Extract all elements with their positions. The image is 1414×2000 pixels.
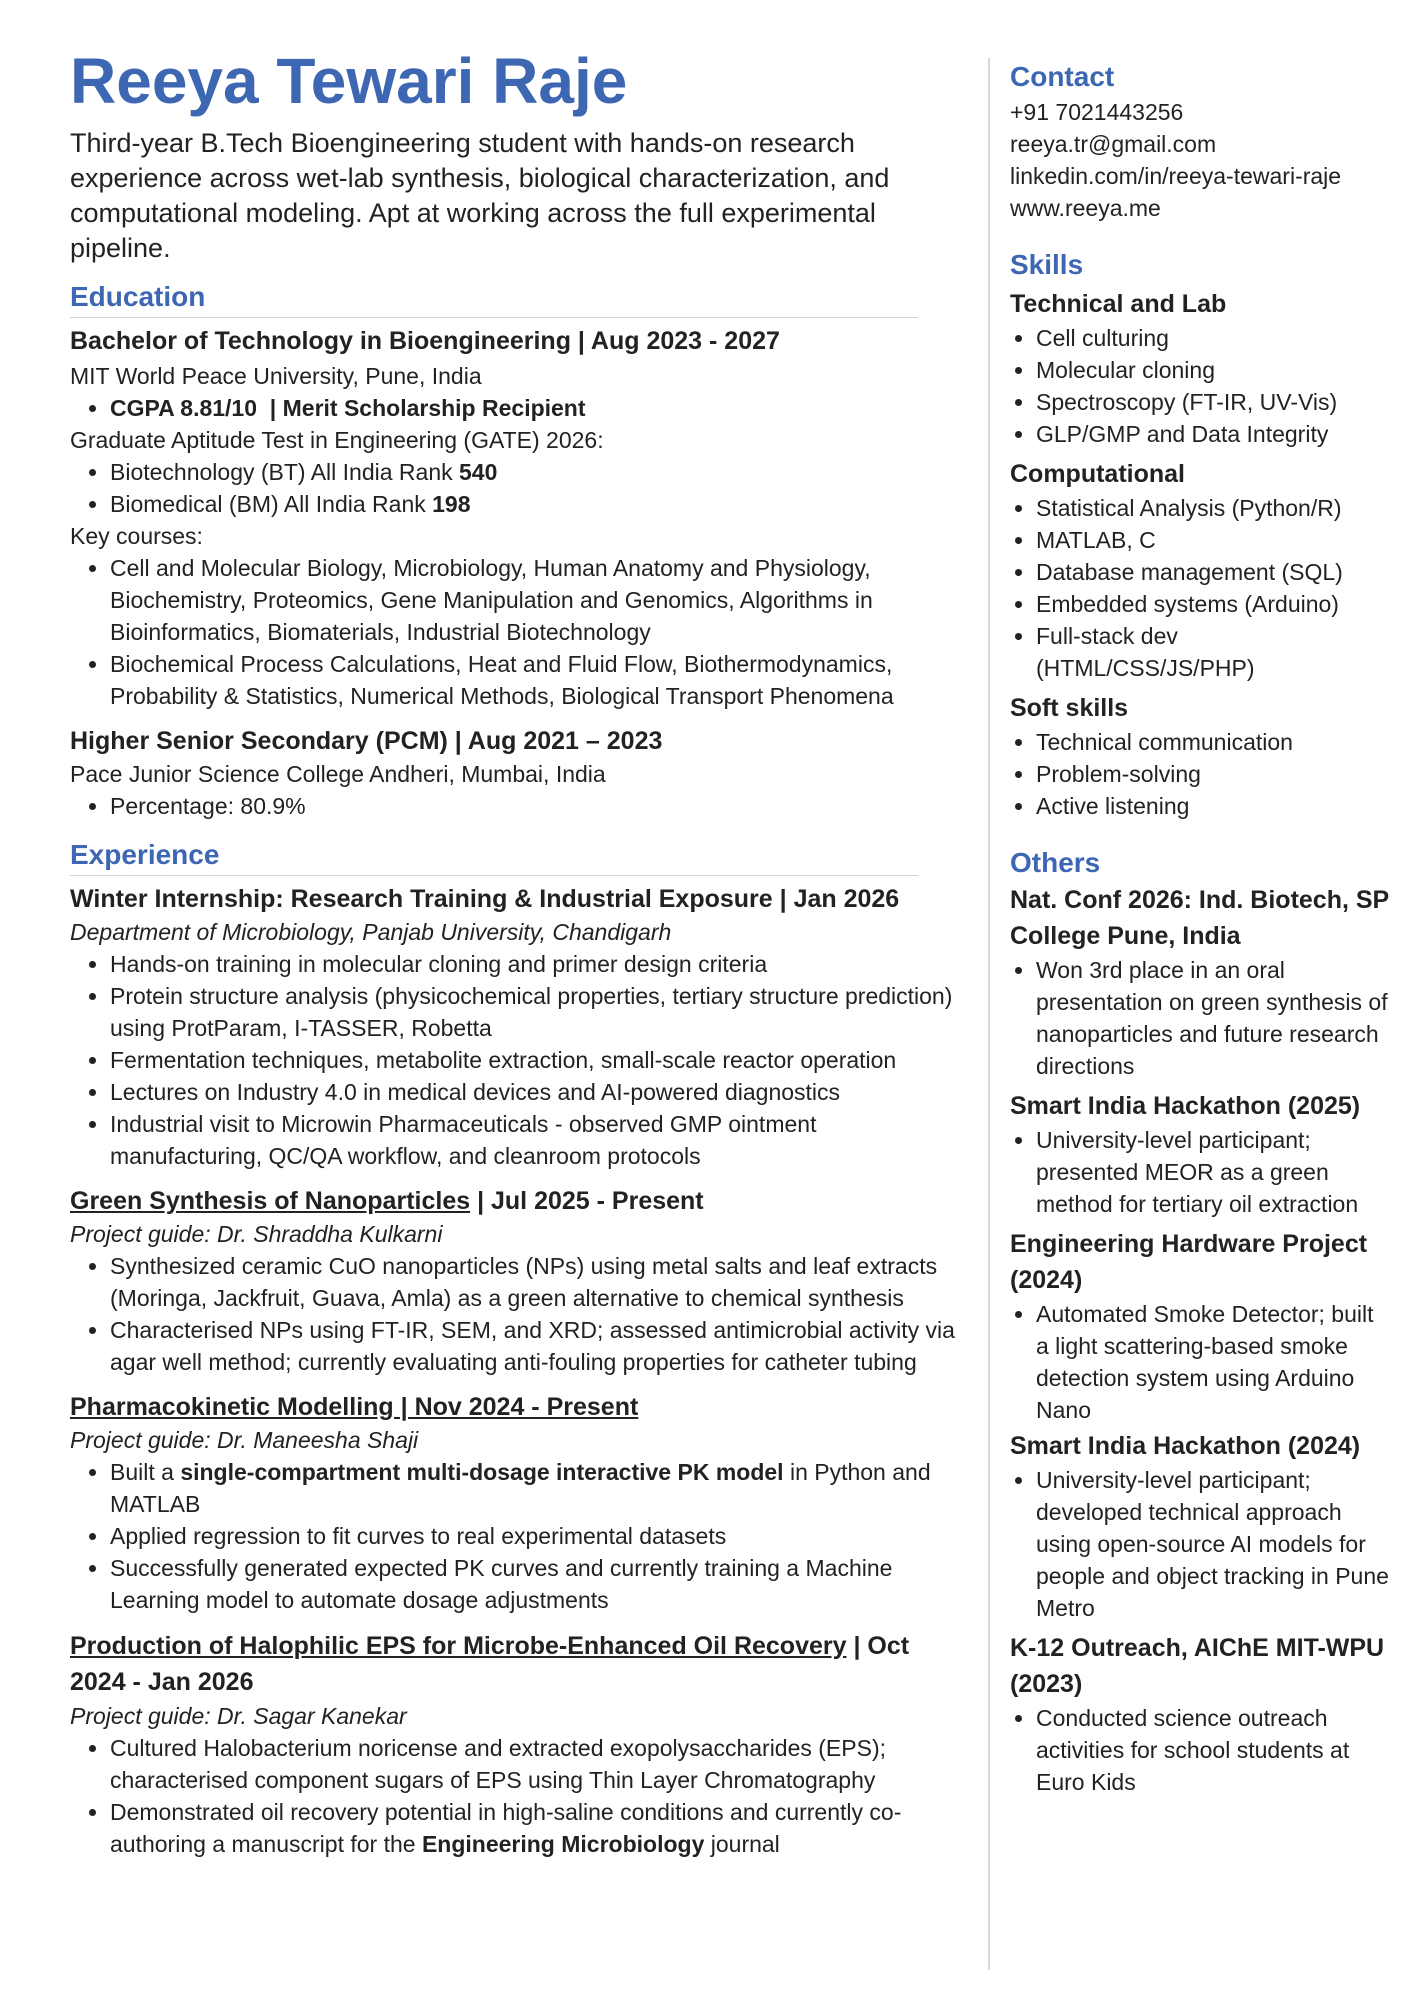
entry-title: Bachelor of Technology in Bioengineering | Aug 2023 - 2027 xyxy=(70,327,780,355)
list-item: • Won 3rd place in an oral presentation on green synthesis of nanoparticles and future research directions xyxy=(1036,954,1390,1082)
others-item xyxy=(1010,1630,1390,1798)
list-item: • Hands-on training in molecular cloning and primer design criteria xyxy=(110,948,970,980)
list-item: • Characterised NPs using FT-IR, SEM, and XRD; assessed antimicrobial activity via agar well method; currently evaluating anti-fouling properties for catheter tubing xyxy=(110,1314,970,1378)
text: Demonstrated oil recovery potential in high-saline conditions and currently co-authoring a manuscript for the xyxy=(110,1799,902,1857)
list-item xyxy=(110,1796,970,1860)
hsc-list xyxy=(70,790,970,822)
text: in Python and MATLAB xyxy=(110,1459,938,1517)
list-item: • Successfully generated expected PK curves and currently training a Machine Learning model to automate dosage adjustments xyxy=(110,1552,970,1616)
eps-list xyxy=(70,1732,970,1860)
list-item: • Statistical Analysis (Python/R) xyxy=(1036,492,1390,524)
others-item xyxy=(1010,1428,1390,1624)
email-link[interactable]: reeya.tr@gmail.com xyxy=(1010,131,1217,157)
others-title: Smart India Hackathon (2024) xyxy=(1010,1432,1361,1460)
soft-skills-list xyxy=(1010,726,1390,822)
gate-bm-label: Biomedical (BM) All India Rank xyxy=(110,491,433,517)
list-item: • Technical communication xyxy=(1036,726,1390,758)
gate-bt-rank: 540 xyxy=(459,459,498,485)
others-item xyxy=(1010,1226,1390,1426)
project-link[interactable]: Pharmacokinetic Modelling | Nov 2024 - Present xyxy=(70,1393,639,1421)
hsc-entry xyxy=(70,724,970,822)
experience-heading: Experience xyxy=(70,839,220,870)
column-divider xyxy=(988,58,990,1970)
entry-title: Winter Internship: Research Training & Industrial Exposure | Jan 2026 xyxy=(70,885,900,913)
list-item: • Percentage: 80.9% xyxy=(110,790,970,822)
list-item: • University-level participant; presented MEOR as a green method for tertiary oil extraction xyxy=(1036,1124,1390,1220)
summary: Third-year B.Tech Bioengineering student with hands-on research experience across wet-lab synthesis, biological characterization, and computational modeling. Apt at working across the full experimental pipeline. xyxy=(70,128,890,263)
linkedin-link[interactable]: linkedin.com/in/reeya-tewari-raje xyxy=(1010,163,1342,189)
gate-label: Graduate Aptitude Test in Engineering (GATE) 2026: xyxy=(70,427,604,453)
skills-subheading: Computational xyxy=(1010,460,1185,488)
entry-title xyxy=(70,1390,970,1424)
list-item: • Full-stack dev (HTML/CSS/JS/PHP) xyxy=(1036,620,1390,684)
others-section xyxy=(1010,846,1390,1798)
pk-entry xyxy=(70,1390,970,1616)
internship-entry xyxy=(70,882,970,1172)
organization: Department of Microbiology, Panjab University, Chandigarh xyxy=(70,919,672,945)
pk-list xyxy=(70,1456,970,1616)
courses-list xyxy=(70,552,970,712)
list-item: • Lectures on Industry 4.0 in medical devices and AI-powered diagnostics xyxy=(110,1076,970,1108)
others-list xyxy=(1010,1298,1390,1426)
list-item: • Protein structure analysis (physicochemical properties, tertiary structure prediction) using ProtParam, I-TASSER, Robetta xyxy=(110,980,970,1044)
list-item: • Applied regression to fit curves to real experimental datasets xyxy=(110,1520,970,1552)
green-list xyxy=(70,1250,970,1378)
list-item: • Active listening xyxy=(1036,790,1390,822)
others-heading: Others xyxy=(1010,847,1101,878)
list-item: • Cell culturing xyxy=(1036,322,1390,354)
phone[interactable]: +91 7021443256 xyxy=(1010,99,1184,125)
contact-section xyxy=(1010,60,1390,224)
list-item: • MATLAB, C xyxy=(1036,524,1390,556)
entry-title: Higher Senior Secondary (PCM) | Aug 2021 – 2023 xyxy=(70,727,663,755)
others-item xyxy=(1010,882,1390,1082)
cgpa-list xyxy=(70,392,970,424)
project-dates: | Oct 2024 - Jan 2026 xyxy=(70,1632,910,1696)
list-item: • Synthesized ceramic CuO nanoparticles (NPs) using metal salts and leaf extracts (Moringa, Jackfruit, Guava, Amla) as a green alternative to chemical synthesis xyxy=(110,1250,970,1314)
others-list xyxy=(1010,954,1390,1082)
education-heading: Education xyxy=(70,281,206,312)
list-item xyxy=(110,488,970,520)
list-item xyxy=(110,392,970,424)
skills-subheading: Soft skills xyxy=(1010,694,1129,722)
computational-skills-list xyxy=(1010,492,1390,684)
list-item xyxy=(110,1456,970,1520)
list-item: • Cell and Molecular Biology, Microbiology, Human Anatomy and Physiology, Biochemistry, Proteomics, Gene Manipulation and Genomics, Algorithms in Bioinformatics, Biomaterials, Industrial Biotechnology xyxy=(110,552,970,648)
others-title: Nat. Conf 2026: Ind. Biotech, SP College Pune, India xyxy=(1010,886,1389,950)
list-item: • Molecular cloning xyxy=(1036,354,1390,386)
others-list xyxy=(1010,1702,1390,1798)
list-item: • University-level participant; developed technical approach using open-source AI models for people and object tracking in Pune Metro xyxy=(1036,1464,1390,1624)
others-title: Smart India Hackathon (2025) xyxy=(1010,1092,1361,1120)
list-item: • Automated Smoke Detector; built a light scattering-based smoke detection system using Arduino Nano xyxy=(1036,1298,1390,1426)
institution: Pace Junior Science College Andheri, Mumbai, India xyxy=(70,761,606,787)
list-item: • Fermentation techniques, metabolite extraction, small-scale reactor operation xyxy=(110,1044,970,1076)
text: journal xyxy=(704,1831,780,1857)
entry-title xyxy=(70,1184,970,1218)
others-title: Engineering Hardware Project (2024) xyxy=(1010,1230,1368,1294)
project-guide: Project guide: Dr. Shraddha Kulkarni xyxy=(70,1221,443,1247)
education-section xyxy=(70,280,970,822)
list-item: • Problem-solving xyxy=(1036,758,1390,790)
website-link[interactable]: www.reeya.me xyxy=(1010,195,1161,221)
btech-entry xyxy=(70,324,970,712)
project-guide: Project guide: Dr. Maneesha Shaji xyxy=(70,1427,419,1453)
project-dates: | Jul 2025 - Present xyxy=(470,1187,704,1215)
others-list xyxy=(1010,1124,1390,1220)
gate-bm-rank: 198 xyxy=(432,491,471,517)
section-divider xyxy=(70,317,918,318)
project-link[interactable]: Green Synthesis of Nanoparticles xyxy=(70,1187,471,1215)
sidebar xyxy=(1010,60,1390,1798)
internship-list xyxy=(70,948,970,1172)
list-item: • Cultured Halobacterium noricense and extracted exopolysaccharides (EPS); characterised component sugars of EPS using Thin Layer Chromatography xyxy=(110,1732,970,1796)
entry-title xyxy=(70,1628,930,1700)
list-item: • GLP/GMP and Data Integrity xyxy=(1036,418,1390,450)
bold-text: single-compartment multi-dosage interactive PK model xyxy=(180,1459,784,1485)
list-item xyxy=(110,456,970,488)
gate-bt-label: Biotechnology (BT) All India Rank xyxy=(110,459,460,485)
skills-heading: Skills xyxy=(1010,249,1084,280)
others-title: K-12 Outreach, AIChE MIT-WPU (2023) xyxy=(1010,1634,1385,1698)
list-item: • Database management (SQL) xyxy=(1036,556,1390,588)
project-guide: Project guide: Dr. Sagar Kanekar xyxy=(70,1703,407,1729)
gate-list xyxy=(70,456,970,520)
list-item: • Industrial visit to Microwin Pharmaceuticals - observed GMP ointment manufacturing, QC/QA workflow, and cleanroom protocols xyxy=(110,1108,970,1172)
list-item: • Embedded systems (Arduino) xyxy=(1036,588,1390,620)
skills-section xyxy=(1010,248,1390,822)
candidate-name: Reeya Tewari Raje xyxy=(70,45,628,117)
section-divider xyxy=(70,875,918,876)
others-list xyxy=(1010,1464,1390,1624)
text: Built a xyxy=(110,1459,181,1485)
main-column xyxy=(70,44,970,1860)
technical-skills-list xyxy=(1010,322,1390,450)
contact-heading: Contact xyxy=(1010,61,1115,92)
list-item: • Conducted science outreach activities for school students at Euro Kids xyxy=(1036,1702,1390,1798)
green-synthesis-entry xyxy=(70,1184,970,1378)
others-item xyxy=(1010,1088,1390,1220)
list-item: • Biochemical Process Calculations, Heat and Fluid Flow, Biothermodynamics, Probability & Statistics, Numerical Methods, Biological Transport Phenomena xyxy=(110,648,970,712)
skills-subheading: Technical and Lab xyxy=(1010,290,1227,318)
eps-entry xyxy=(70,1628,970,1860)
bold-text: Engineering Microbiology xyxy=(421,1831,705,1857)
list-item: • Spectroscopy (FT-IR, UV-Vis) xyxy=(1036,386,1390,418)
experience-section xyxy=(70,838,970,1860)
cgpa: CGPA 8.81/10 | Merit Scholarship Recipient xyxy=(110,395,586,421)
project-link[interactable]: Production of Halophilic EPS for Microbe-Enhanced Oil Recovery xyxy=(70,1632,847,1660)
institution: MIT World Peace University, Pune, India xyxy=(70,363,482,389)
courses-label: Key courses: xyxy=(70,523,203,549)
